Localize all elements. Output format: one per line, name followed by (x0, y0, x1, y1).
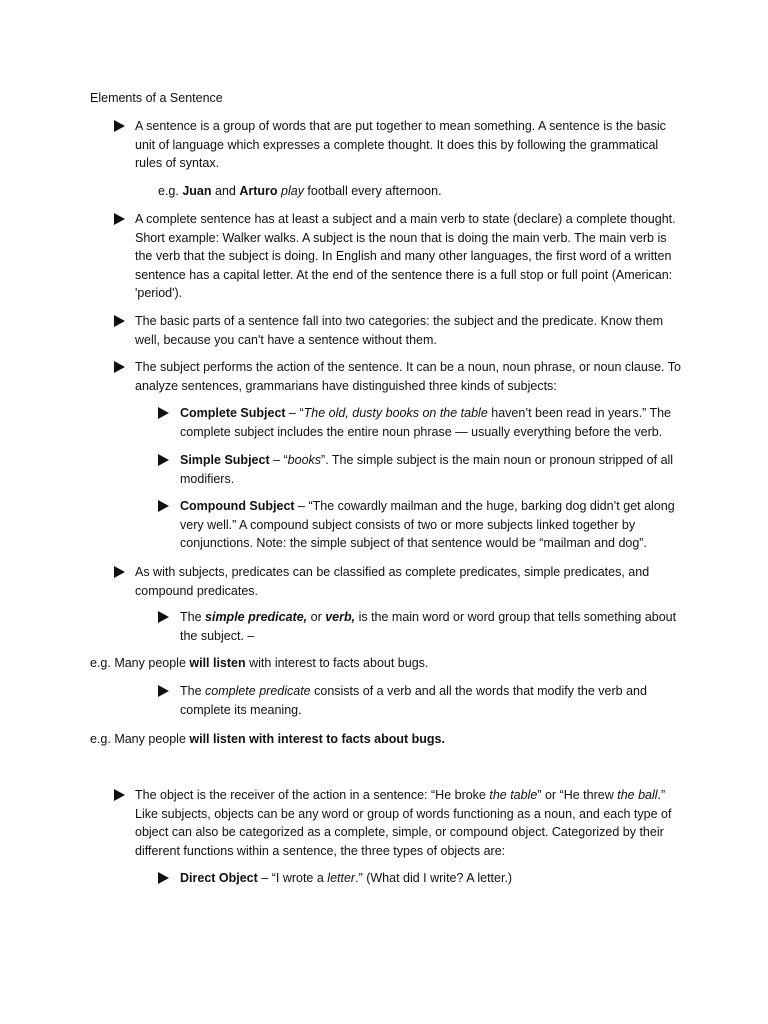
term-compound-subject: Compound Subject (180, 499, 295, 513)
bullet-triangle-icon (114, 789, 125, 801)
bullet-text (180, 497, 684, 553)
bullet-text: A complete sentence has at least a subject and a main verb to state (declare) a complete thought. Short example: Walker walks. A subject is the noun that is doing the main verb. The main verb is the verb that the subject is doing. In English and many other languages, the first word of a written sentence has a capital letter. At the end of the sentence there is a full stop or full point (American: 'period'). (135, 212, 676, 300)
bullet-complete-subject (158, 404, 684, 441)
example-rest: with interest to facts about bugs. (245, 656, 429, 670)
bullet-predicates (114, 563, 684, 600)
text-part-a: The object is the receiver of the action in a sentence: “He broke (135, 788, 490, 802)
example-bugs-1 (90, 654, 428, 673)
example-prefix: e.g. Many people (90, 656, 190, 670)
text-dash: – “ (269, 453, 288, 467)
bullet-direct-object (158, 869, 684, 888)
bullet-triangle-icon (114, 566, 125, 578)
bullet-triangle-icon (158, 500, 169, 512)
example-italic: the table (489, 788, 538, 802)
text-part-e: .” Like subjects, objects can be any word or group of words functioning as a noun, and each type of object can also be categorized as a complete, simple, or compound object. Categorized by their different functions within a sentence, the three types of objects are: (135, 788, 672, 858)
text-rest: – “The cowardly mailman and the huge, barking dog didn’t get along very well.” A compound subject consists of two or more subjects linked together by conjunctions. Note: the simple subject of that sentence would be “mailman and dog”. (180, 499, 675, 550)
example-prefix: e.g. (158, 184, 183, 198)
example-italic: the ball (617, 788, 658, 802)
bullet-text (135, 786, 684, 860)
example-italic: books (287, 453, 322, 467)
text-rest: ”. The simple subject is the main noun or pronoun stripped of all modifiers. (180, 453, 674, 486)
bullet-text: The basic parts of a sentence fall into two categories: the subject and the predicate. Know them well, because you can't have a sentence without them. (135, 314, 664, 347)
text-the: The (180, 684, 206, 698)
bullet-text: A sentence is a group of words that are put together to mean something. A sentence is the basic unit of language which expresses a complete thought. It does this by following the grammatical rules of syntax. (135, 119, 666, 170)
example-italic: letter (327, 871, 356, 885)
term-simple-subject: Simple Subject (180, 453, 270, 467)
term-complete-predicate: complete predicate (205, 684, 311, 698)
bullet-text (180, 608, 684, 645)
bullet-text (180, 682, 684, 719)
text-dash: – “I wrote a (257, 871, 328, 885)
text-rest: .” (What did I write? A letter.) (355, 871, 513, 885)
bullet-triangle-icon (158, 611, 169, 623)
bullet-text (180, 404, 684, 441)
bullet-triangle-icon (158, 872, 169, 884)
text-rest: is the main word or word group that tells something about the subject. – (180, 610, 677, 643)
bullet-text: The subject performs the action of the sentence. It can be a noun, noun phrase, or noun clause. To analyze sentences, grammarians have distinguished three kinds of subjects: (135, 360, 681, 393)
bullet-compound-subject (158, 497, 684, 553)
bullet-complete-sentence (114, 210, 684, 303)
text-or: or (307, 610, 326, 624)
bullet-simple-predicate (158, 608, 684, 645)
bullet-sentence-definition (114, 117, 684, 173)
bullet-text: As with subjects, predicates can be classified as complete predicates, simple predicates, and compound predicates. (135, 565, 650, 598)
bullet-complete-predicate (158, 682, 684, 719)
text-rest: consists of a verb and all the words that modify the verb and complete its meaning. (180, 684, 647, 717)
bullet-triangle-icon (114, 120, 125, 132)
text-rest: haven’t been read in years.” The complete subject includes the entire noun phrase — usually everything before the verb. (180, 406, 672, 439)
bullet-text (180, 869, 684, 888)
bullet-subject (114, 358, 684, 395)
term-verb: verb, (325, 610, 356, 624)
example-subject-1: Juan (182, 184, 212, 198)
bullet-object (114, 786, 684, 860)
bullet-triangle-icon (114, 315, 125, 327)
example-verb: will listen with interest to facts about bugs. (189, 732, 445, 746)
text-part-c: ” or “He threw (537, 788, 618, 802)
term-direct-object: Direct Object (180, 871, 258, 885)
bullet-triangle-icon (158, 685, 169, 697)
example-subject-2: Arturo (239, 184, 278, 198)
example-verb: will listen (189, 656, 246, 670)
example-prefix: e.g. Many people (90, 732, 190, 746)
example-juan-arturo (158, 182, 442, 201)
example-italic: The old, dusty books on the table (303, 406, 488, 420)
bullet-text (180, 451, 684, 488)
text-dash: – “ (285, 406, 304, 420)
term-complete-subject: Complete Subject (180, 406, 286, 420)
example-verb: play (281, 184, 304, 198)
bullet-triangle-icon (114, 361, 125, 373)
example-rest: football every afternoon. (303, 184, 442, 198)
document-title: Elements of a Sentence (90, 91, 223, 105)
example-bugs-2 (90, 730, 445, 749)
text-the: The (180, 610, 206, 624)
example-conjunction: and (211, 184, 240, 198)
bullet-triangle-icon (158, 407, 169, 419)
bullet-basic-parts (114, 312, 684, 349)
bullet-triangle-icon (158, 454, 169, 466)
bullet-simple-subject (158, 451, 684, 488)
term-simple-predicate: simple predicate, (205, 610, 308, 624)
bullet-triangle-icon (114, 213, 125, 225)
